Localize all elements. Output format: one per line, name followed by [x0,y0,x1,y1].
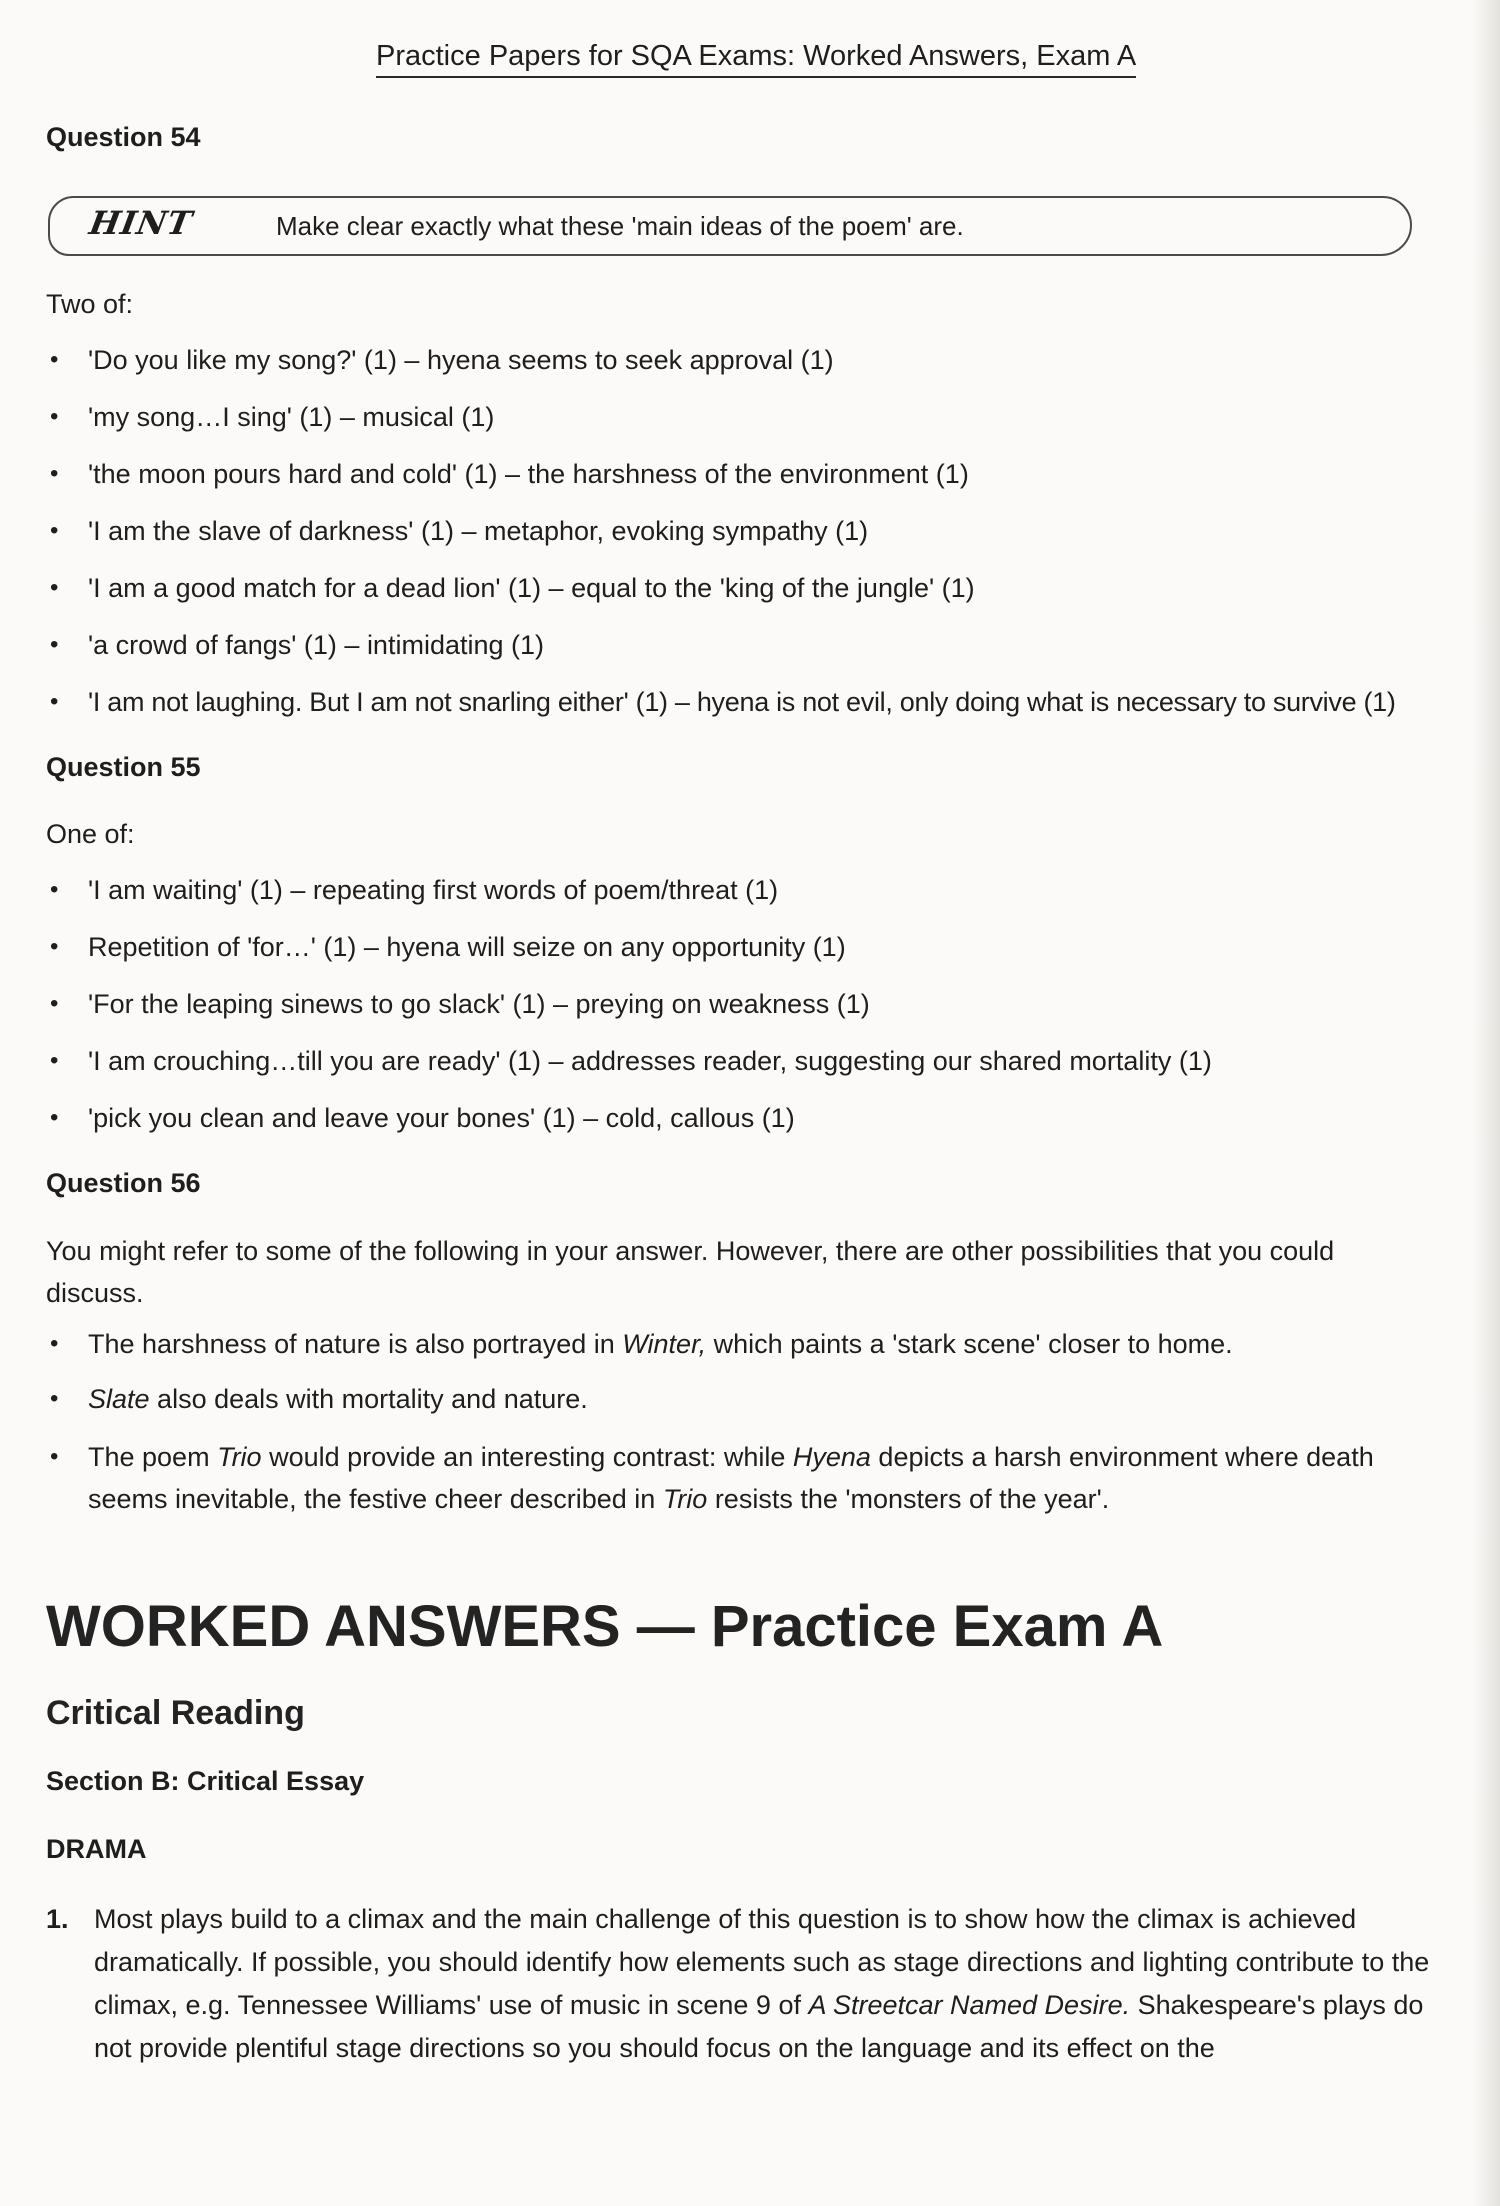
list-item: • 'For the leaping sinews to go slack' (1) – preying on weakness (1) [46,986,1426,1022]
bullet-icon: • [50,631,59,658]
list-item: • 'I am a good match for a dead lion' (1) – equal to the 'king of the jungle' (1) [46,570,1426,606]
question-54-list [46,342,1426,720]
bullet-icon: • [50,876,59,903]
bullet-icon: • [50,346,59,373]
question-55-list [46,872,1426,1136]
drama-heading: DRAMA [46,1834,147,1864]
bullet-icon: • [50,1443,59,1470]
hint-text: Make clear exactly what these 'main ideas of the poem' are. [276,211,964,241]
list-item: • 'I am waiting' (1) – repeating first words of poem/threat (1) [46,872,1426,908]
question-54-heading: Question 54 [46,122,201,152]
bullet-icon: • [50,1330,59,1357]
bullet-icon: • [50,990,59,1017]
question-55-heading: Question 55 [46,752,201,782]
question-56-heading: Question 56 [46,1168,201,1198]
section-b-heading: Section B: Critical Essay [46,1766,365,1796]
bullet-icon: • [50,403,59,430]
question-56-list [46,1326,1426,1520]
bullet-icon: • [50,688,59,715]
running-head: Practice Papers for SQA Exams: Worked Answers, Exam A [376,38,1136,78]
list-item: • 'I am the slave of darkness' (1) – metaphor, evoking sympathy (1) [46,513,1426,549]
list-item: • 'Do you like my song?' (1) – hyena seems to seek approval (1) [46,342,1426,378]
question-56-lead: You might refer to some of the following in your answer. However, there are other possibilities that you could discuss. [46,1236,1335,1308]
list-item: • 'pick you clean and leave your bones' (1) – cold, callous (1) [46,1100,1426,1136]
list-item: • 'a crowd of fangs' (1) – intimidating (1) [46,627,1426,663]
hint-box [48,196,1412,256]
bullet-icon: • [50,1385,59,1412]
bullet-icon: • [50,933,59,960]
numbered-item-1: 1. Most plays build to a climax and the main challenge of this question is to show how the climax is achieved dramatically. If possible, you should identify how elements such as stage directions and lighting contribute to the climax, e.g. Tennessee Williams' use of music in scene 9 of A Streetcar Named Desire. Shakespeare's plays do not provide plentiful stage directions so you should focus on the language and its effect on the [46,1898,1434,2070]
hint-label: HINT [86,204,196,242]
critical-reading-heading: Critical Reading [46,1694,305,1732]
bullet-icon: • [50,517,59,544]
list-item: • The poem Trio would provide an interesting contrast: while Hyena depicts a harsh environment where death seems inevitable, the festive cheer described in Trio resists the 'monsters of the year'. [46,1436,1426,1520]
bullet-icon: • [50,1047,59,1074]
item-number: 1. [46,1904,69,1934]
list-item: • 'the moon pours hard and cold' (1) – the harshness of the environment (1) [46,456,1426,492]
list-item: • Repetition of 'for…' (1) – hyena will seize on any opportunity (1) [46,929,1426,965]
page-edge-shadow [1472,0,1500,2206]
list-item: • 'I am crouching…till you are ready' (1) – addresses reader, suggesting our shared mortality (1) [46,1043,1426,1079]
question-54-lead: Two of: [46,289,134,319]
bullet-icon: • [50,460,59,487]
list-item: • Slate also deals with mortality and nature. [46,1381,1426,1417]
worked-answers-title: WORKED ANSWERS — Practice Exam A [46,1594,1164,1659]
question-55-lead: One of: [46,819,135,849]
list-item: • 'I am not laughing. But I am not snarling either' (1) – hyena is not evil, only doing what is necessary to survive (1) [46,684,1426,720]
page-content [46,120,1430,2070]
list-item: • 'my song…I sing' (1) – musical (1) [46,399,1426,435]
bullet-icon: • [50,1104,59,1131]
bullet-icon: • [50,574,59,601]
list-item: • The harshness of nature is also portrayed in Winter, which paints a 'stark scene' closer to home. [46,1326,1426,1362]
